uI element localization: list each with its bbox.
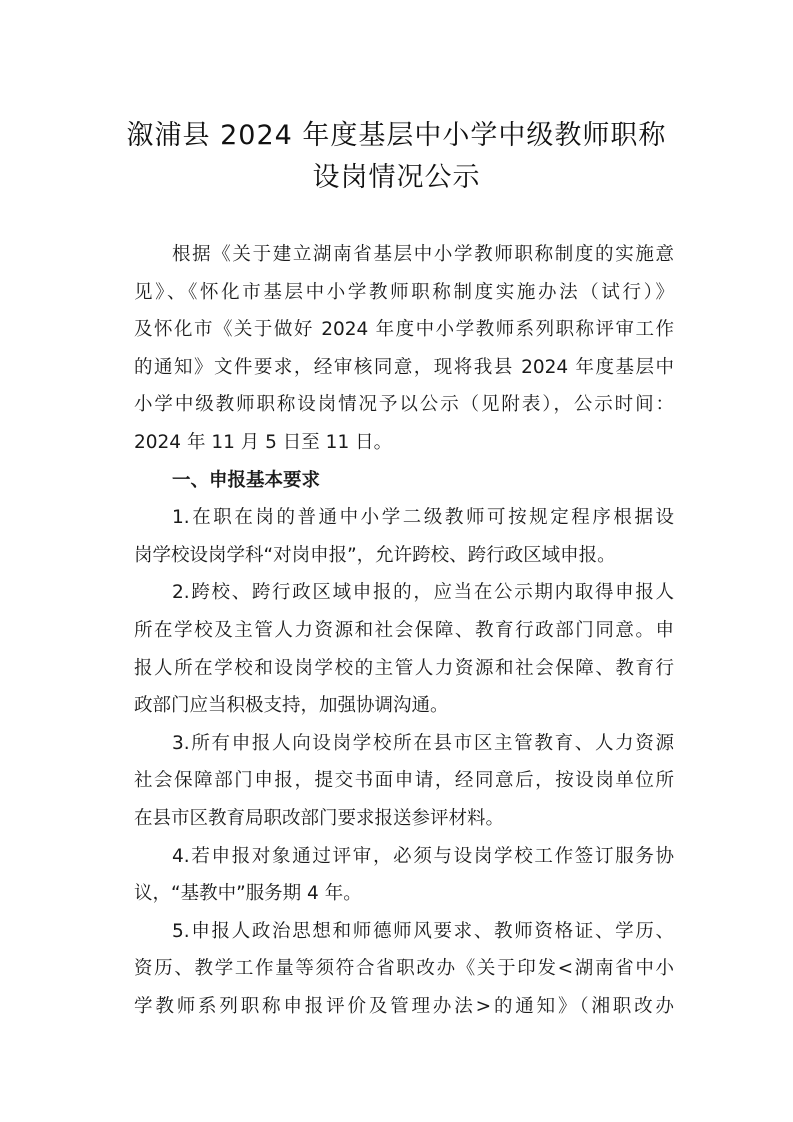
paragraph-line: 所在学校及主管人力资源和社会保障、教育行政部门同意。申 xyxy=(134,619,674,641)
paragraph-line: 社会保障部门申报，提交书面申请，经同意后，按设岗单位所 xyxy=(134,770,674,792)
paragraph-line: 报人所在学校和设岗学校的主管人力资源和社会保障、教育行 xyxy=(134,657,674,679)
document-body xyxy=(134,236,674,1025)
paragraph-line: 2.跨校、跨行政区域申报的，应当在公示期内取得申报人 xyxy=(172,582,674,604)
paragraph-line: 小学中级教师职称设岗情况予以公示（见附表），公示时间： xyxy=(134,394,674,416)
paragraph-line: 1.在职在岗的普通中小学二级教师可按规定程序根据设 xyxy=(172,507,674,529)
paragraph-line: 见》、《怀化市基层中小学教师职称制度实施办法（试行）》 xyxy=(134,281,674,303)
paragraph-line: 及怀化市《关于做好 2024 年度中小学教师系列职称评审工作 xyxy=(134,319,674,341)
paragraph-line: 议，“基教中”服务期 4 年。 xyxy=(134,883,362,905)
paragraph-line: 4.若申报对象通过评审，必须与设岗学校工作签订服务协 xyxy=(172,845,674,867)
section-heading: 一、申报基本要求 xyxy=(172,469,321,491)
paragraph-line: 2024 年 11 月 5 日至 11 日。 xyxy=(134,431,393,453)
paragraph-line: 学教师系列职称申报评价及管理办法>的通知》（湘职改办 xyxy=(134,995,674,1017)
paragraph-line: 根据《关于建立湖南省基层中小学教师职称制度的实施意 xyxy=(172,244,674,265)
paragraph-line: 3.所有申报人向设岗学校所在县市区主管教育、人力资源 xyxy=(172,732,674,754)
paragraph-line: 政部门应当积极支持，加强协调沟通。 xyxy=(134,695,449,717)
document-title-line-1: 溆浦县 2024 年度基层中小学中级教师职称 xyxy=(126,120,667,151)
document-title-line-2: 设岗情况公示 xyxy=(312,162,481,193)
paragraph-line: 5.申报人政治思想和师德师风要求、教师资格证、学历、 xyxy=(172,920,674,942)
paragraph-line: 的通知》文件要求，经审核同意，现将我县 2024 年度基层中 xyxy=(134,356,674,378)
paragraph-line: 岗学校设岗学科“对岗申报”，允许跨校、跨行政区域申报。 xyxy=(134,544,616,566)
paragraph-line: 在县市区教育局职改部门要求报送参评材料。 xyxy=(134,807,505,829)
paragraph-line: 资历、教学工作量等须符合省职改办《关于印发<湖南省中小 xyxy=(134,958,674,980)
